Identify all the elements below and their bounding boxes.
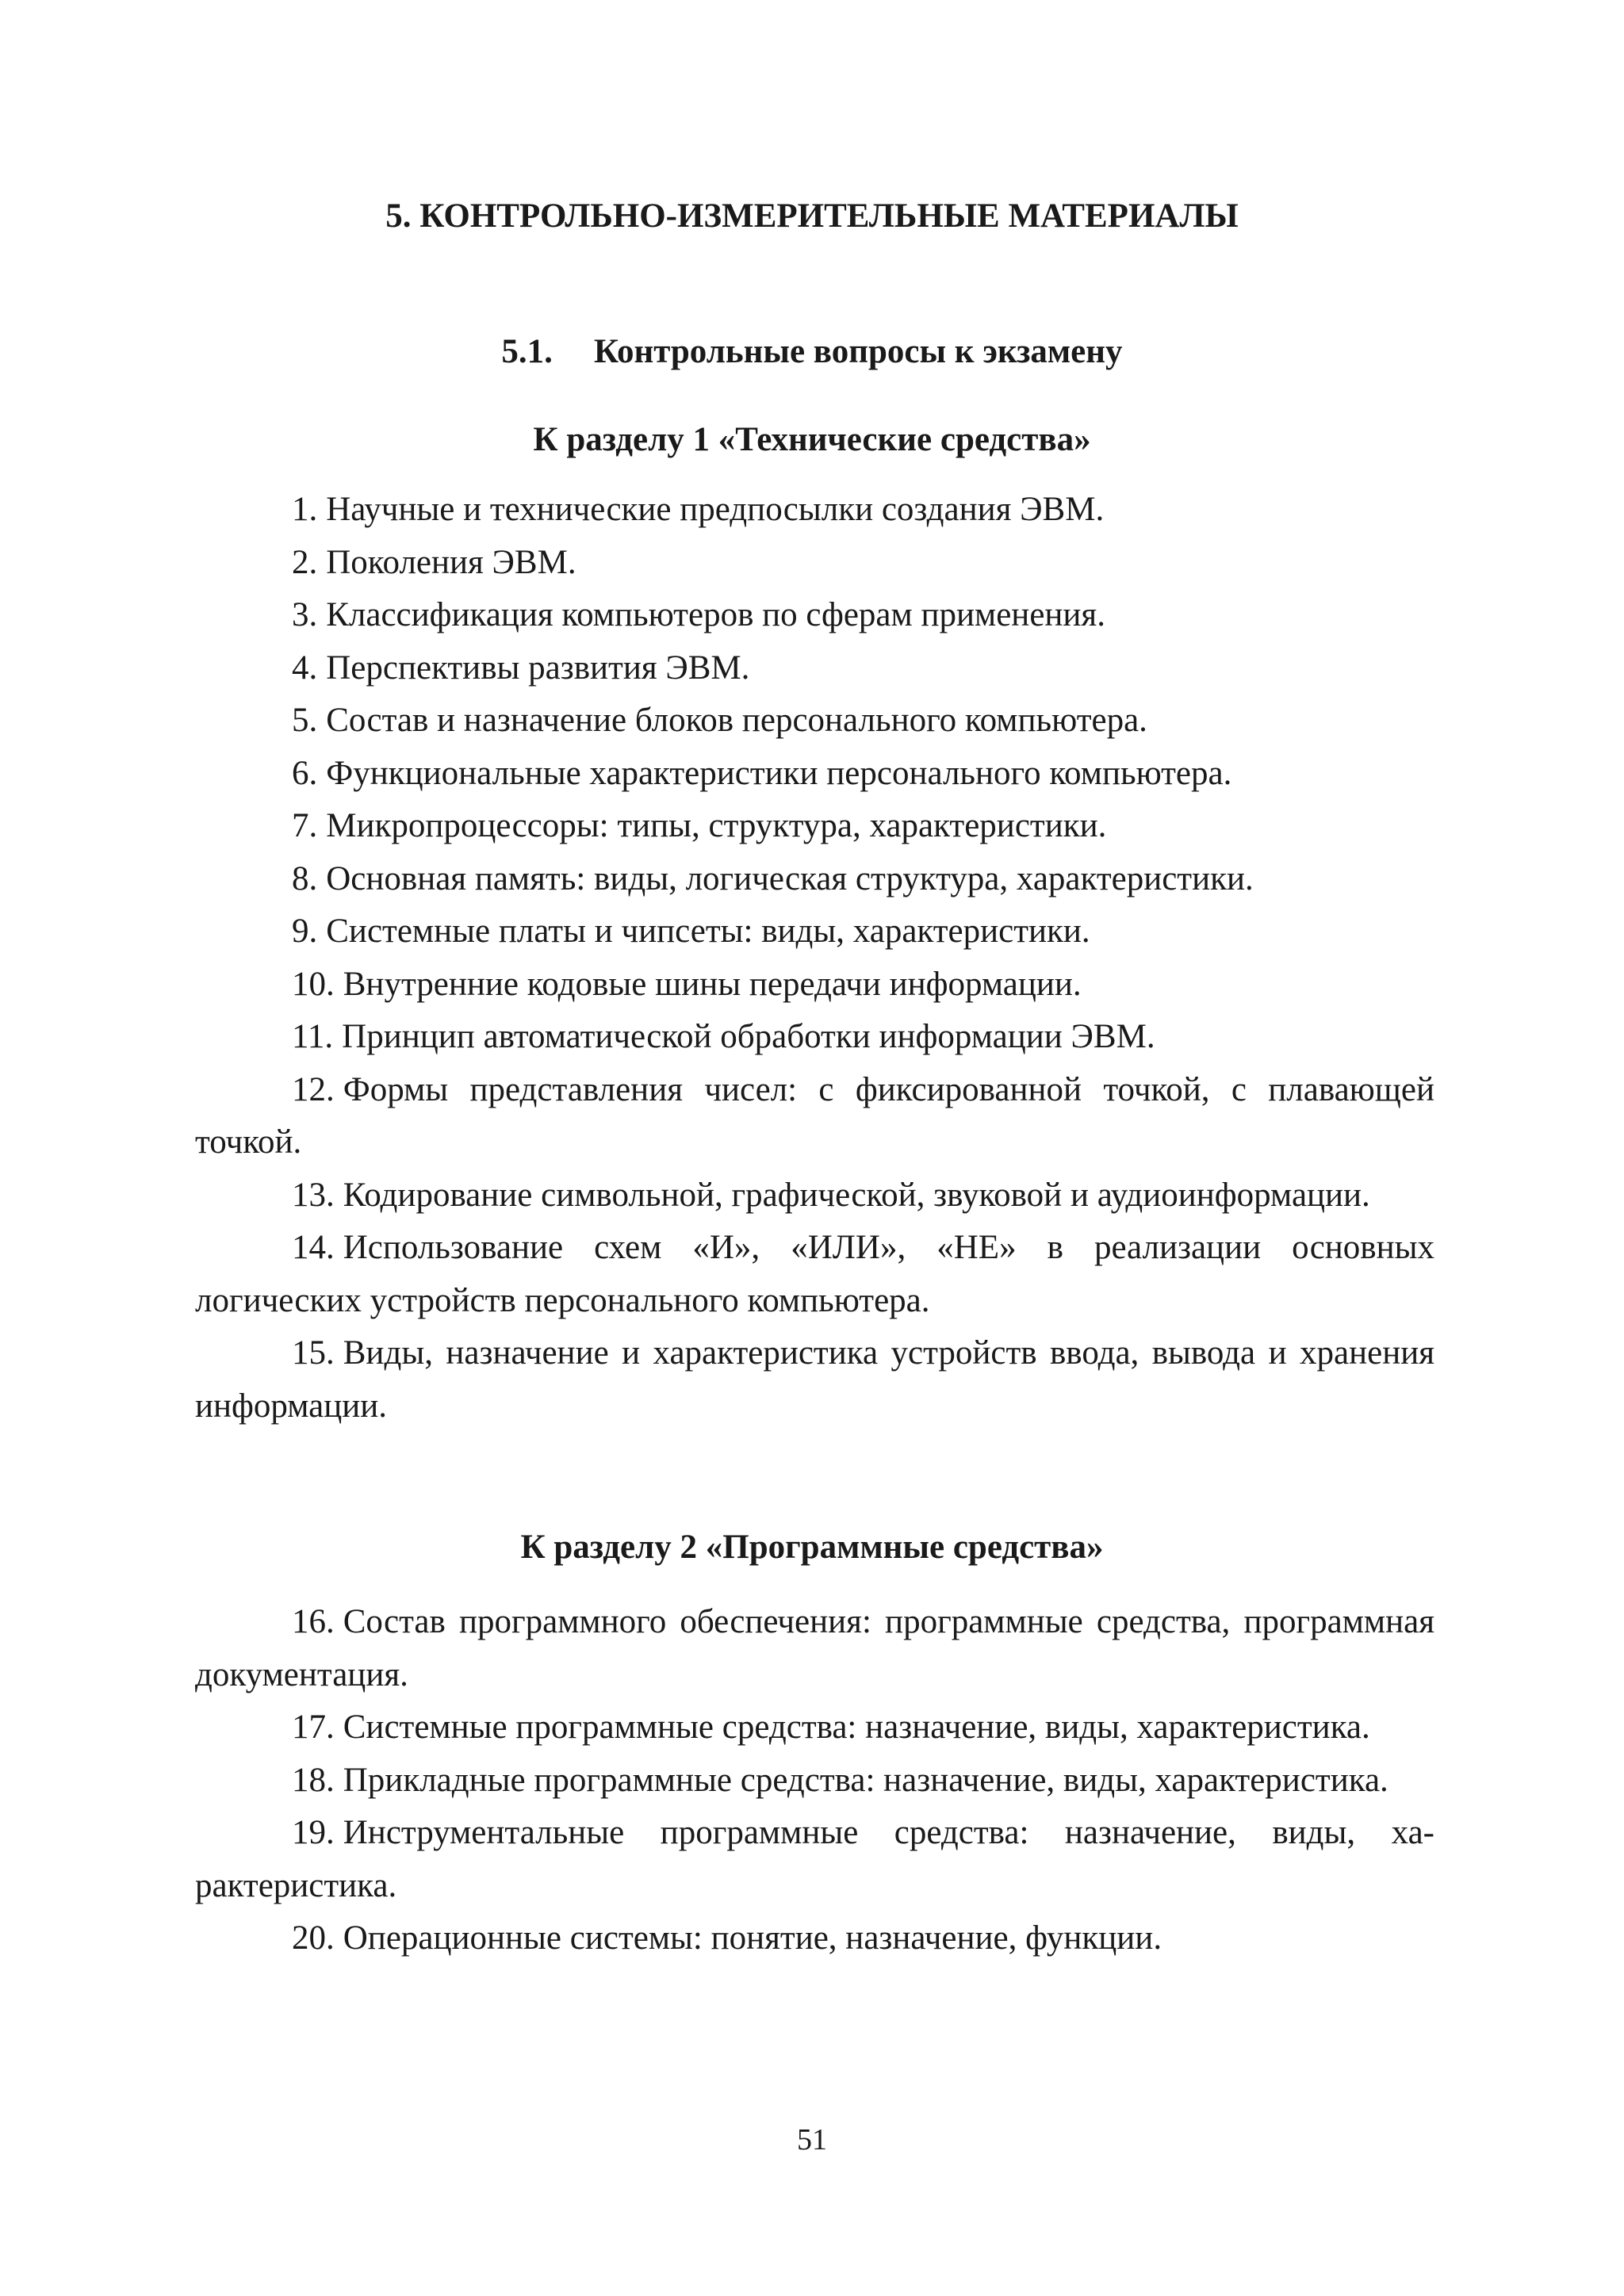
question-item xyxy=(195,905,1434,959)
chapter-title: 5. КОНТРОЛЬНО-ИЗМЕРИТЕЛЬНЫЕ МАТЕРИАЛЫ xyxy=(385,197,1239,235)
question-item xyxy=(195,695,1434,748)
question-item xyxy=(195,748,1434,801)
question-item xyxy=(195,800,1434,853)
question-text: Использование схем «И», «ИЛИ», «НЕ» в реализации основных логических устройств персонального компьютера. xyxy=(195,1229,1434,1319)
question-item xyxy=(195,1327,1434,1433)
question-text: Инструментальные программные средства: назначение, виды, характеристика. xyxy=(195,1814,1434,1904)
section-1-title: К разделу 1 «Технические средства» xyxy=(533,421,1091,458)
subsection-number: 5.1. xyxy=(501,333,553,370)
question-item xyxy=(195,1169,1434,1223)
question-item xyxy=(195,1064,1434,1169)
question-text: Формы представления чисел: с фиксированной точкой, с плавающей точкой. xyxy=(195,1070,1434,1161)
question-number: 18. xyxy=(292,1761,335,1799)
question-item xyxy=(195,1222,1434,1327)
question-item xyxy=(195,1011,1434,1064)
question-text: Научные и технические предпосылки создания ЭВМ. xyxy=(326,491,1105,528)
question-item xyxy=(195,1596,1434,1701)
section-1-question-list xyxy=(195,484,1434,1433)
question-number: 4. xyxy=(292,649,318,687)
question-item xyxy=(195,642,1434,695)
question-text: Кодирование символьной, графической, звуковой и аудиоинформации. xyxy=(343,1176,1370,1214)
question-text: Состав программного обеспечения: программные средства, программная документация. xyxy=(195,1603,1434,1693)
question-text: Микропроцессоры: типы, структура, характеристики. xyxy=(326,807,1107,844)
section-2-title: К разделу 2 «Программные средства» xyxy=(520,1529,1104,1566)
question-number: 12. xyxy=(292,1070,335,1108)
question-number: 19. xyxy=(292,1814,335,1851)
subsection-title xyxy=(0,328,1624,376)
question-number: 3. xyxy=(292,596,318,633)
page-number: 51 xyxy=(797,2123,827,2156)
question-item xyxy=(195,853,1434,906)
question-item xyxy=(195,1912,1434,1965)
question-item xyxy=(195,959,1434,1012)
question-item xyxy=(195,1755,1434,1808)
question-text: Виды, назначение и характеристика устройств ввода, вывода и хранения информации. xyxy=(195,1334,1434,1425)
question-item xyxy=(195,1701,1434,1755)
question-number: 13. xyxy=(292,1176,335,1214)
question-text: Классификация компьютеров по сферам применения. xyxy=(326,596,1105,633)
subsection-title-text: Контрольные вопросы к экзамену xyxy=(593,333,1123,370)
question-number: 8. xyxy=(292,859,318,897)
question-number: 2. xyxy=(292,543,318,581)
question-number: 14. xyxy=(292,1229,335,1266)
question-number: 10. xyxy=(292,965,335,1003)
section-2-question-list xyxy=(195,1596,1434,1965)
question-text: Основная память: виды, логическая структура, характеристики. xyxy=(326,859,1254,897)
question-number: 5. xyxy=(292,702,318,739)
question-number: 6. xyxy=(292,754,318,792)
question-text: Внутренние кодовые шины передачи информации. xyxy=(343,965,1082,1003)
question-item xyxy=(195,484,1434,537)
question-number: 11. xyxy=(292,1018,334,1055)
question-text: Состав и назначение блоков персонального компьютера. xyxy=(326,702,1147,739)
question-number: 7. xyxy=(292,807,318,844)
question-item xyxy=(195,589,1434,642)
question-text: Системные программные средства: назначение, виды, характеристика. xyxy=(343,1709,1370,1746)
question-text: Принцип автоматической обработки информации ЭВМ. xyxy=(342,1018,1155,1055)
question-number: 17. xyxy=(292,1709,335,1746)
question-item xyxy=(195,1807,1434,1912)
question-text: Поколения ЭВМ. xyxy=(326,543,576,581)
question-number: 15. xyxy=(292,1334,335,1372)
question-item xyxy=(195,537,1434,590)
question-number: 9. xyxy=(292,913,318,950)
question-text: Перспективы развития ЭВМ. xyxy=(326,649,750,687)
question-number: 1. xyxy=(292,491,318,528)
question-text: Системные платы и чипсеты: виды, характеристики. xyxy=(326,913,1090,950)
question-text: Функциональные характеристики персонального компьютера. xyxy=(326,754,1232,792)
question-text: Прикладные программные средства: назначение, виды, характеристика. xyxy=(343,1761,1388,1799)
question-number: 20. xyxy=(292,1919,335,1957)
question-number: 16. xyxy=(292,1603,335,1640)
question-text: Операционные системы: понятие, назначение, функции. xyxy=(343,1919,1162,1957)
